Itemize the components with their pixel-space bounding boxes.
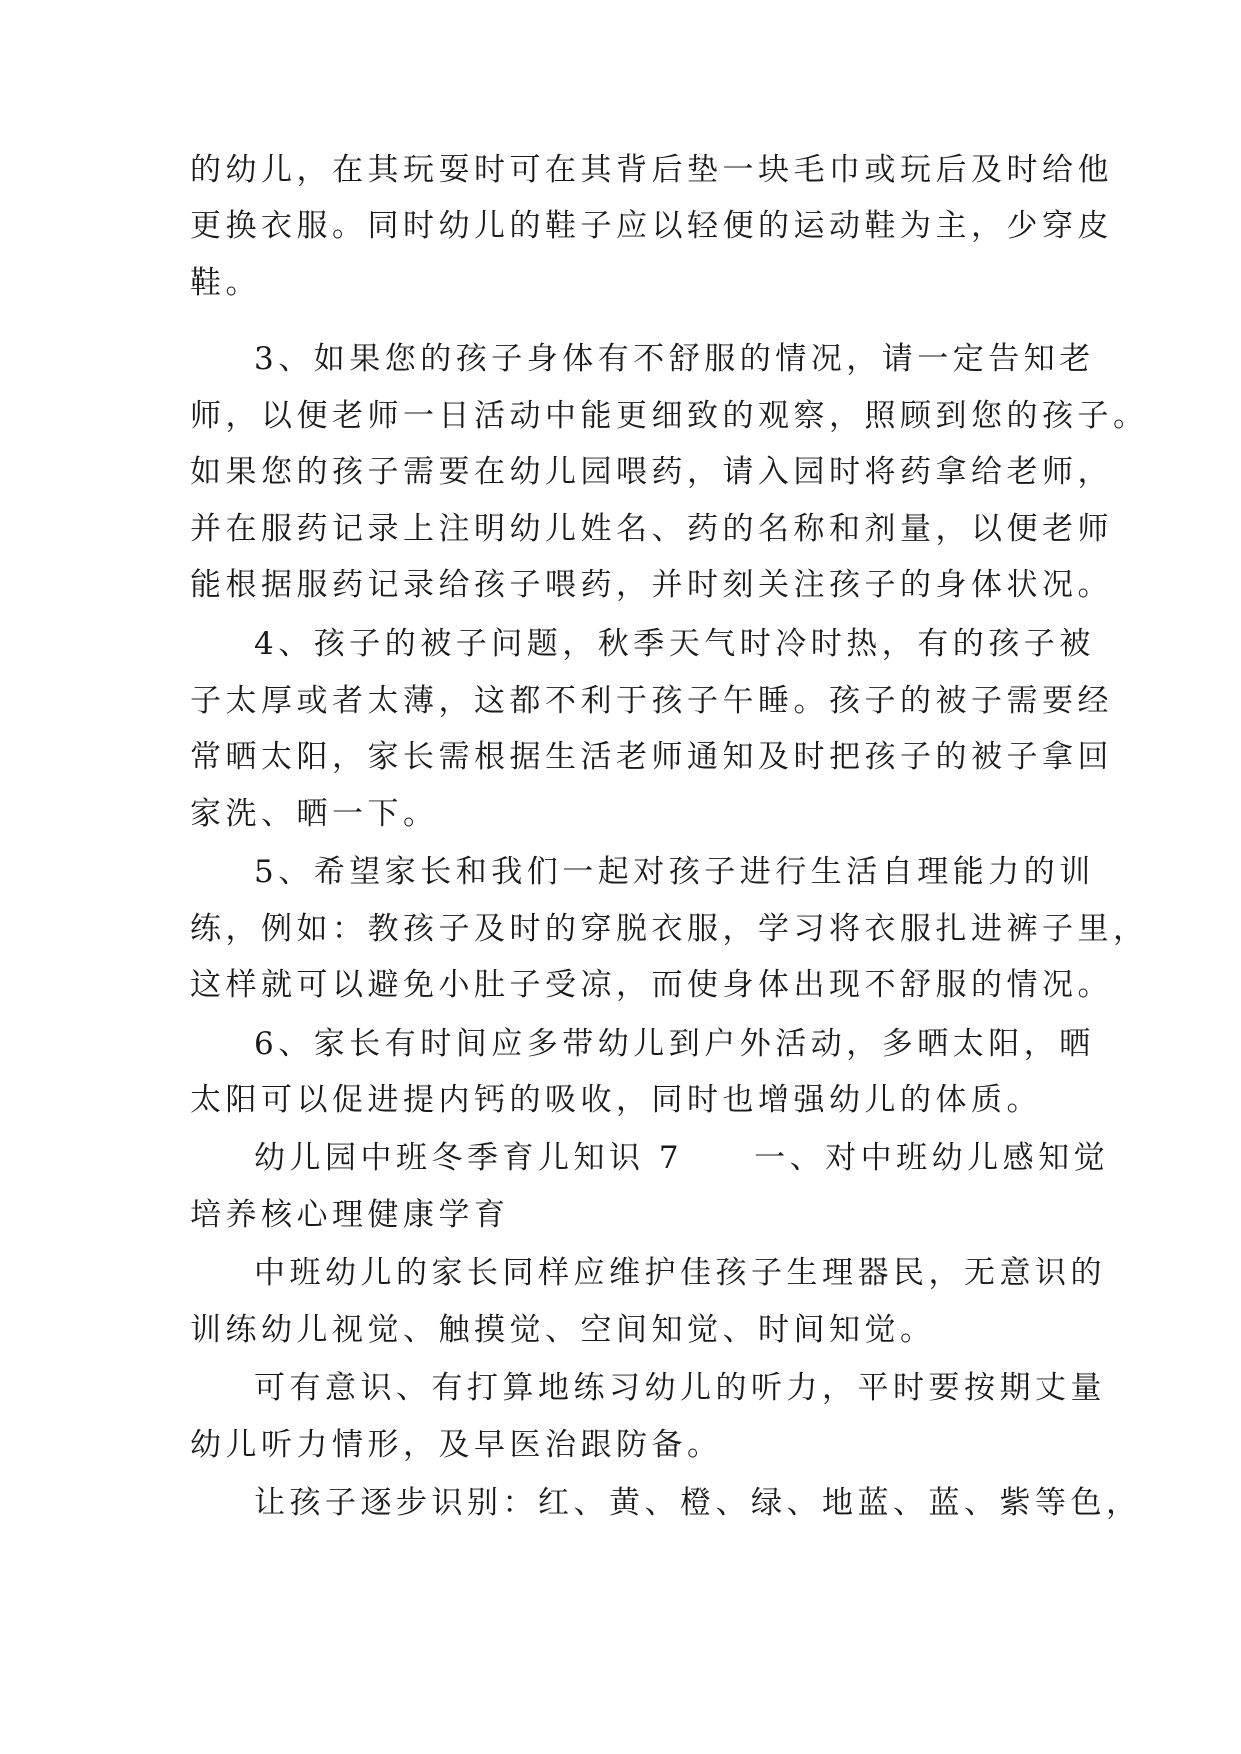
text-line: 这样就可以避免小肚子受凉，而使身体出现不舒服的情况。 [190,967,1113,1003]
paragraph-start-5: 5、希望家长和我们一起对孩子进行生活自理能力的训 [254,854,1095,890]
text-line: 常晒太阳，家长需根据生活老师通知及时把孩子的被子拿回 [190,739,1113,775]
paragraph-start: 中班幼儿的家长同样应维护佳孩子生理器民，无意识的 [254,1255,1106,1291]
text-line: 能根据服药记录给孩子喂药，并时刻关注孩子的身体状况。 [190,567,1113,603]
text-line: 如果您的孩子需要在幼儿园喂药，请入园时将药拿给老师， [190,454,1113,490]
text-line: 练，例如：教孩子及时的穿脱衣服，学习将衣服扎进裤子里， [190,911,1149,947]
text-line: 的幼儿，在其玩耍时可在其背后垫一块毛巾或玩后及时给他 [190,152,1113,188]
text-line: 更换衣服。同时幼儿的鞋子应以轻便的运动鞋为主，少穿皮 [190,208,1113,244]
text-line: 太阳可以促进提内钙的吸收，同时也增强幼儿的体质。 [190,1082,1042,1118]
text-line: 培养核心理健康学育 [190,1197,510,1233]
text-line: 子太厚或者太薄，这都不利于孩子午睡。孩子的被子需要经 [190,683,1113,719]
text-line: 训练幼儿视觉、触摸觉、空间知觉、时间知觉。 [190,1312,936,1348]
text-line: 家洗、晒一下。 [190,796,439,832]
text-line: 鞋。 [190,265,261,301]
text-line: 幼儿听力情形，及早医治跟防备。 [190,1427,723,1463]
paragraph-start: 让孩子逐步识别：红、黄、橙、绿、地蓝、蓝、紫等色， [254,1485,1142,1521]
section-heading: 幼儿园中班冬季育儿知识 7 一、对中班幼儿感知觉 [254,1140,1110,1176]
text-line: 师，以便老师一日活动中能更细致的观察，照顾到您的孩子。 [190,398,1149,434]
paragraph-start-6: 6、家长有时间应多带幼儿到户外活动，多晒太阳，晒 [254,1026,1095,1062]
text-line: 并在服药记录上注明幼儿姓名、药的名称和剂量，以便老师 [190,511,1113,547]
paragraph-start-3: 3、如果您的孩子身体有不舒服的情况，请一定告知老 [254,341,1095,377]
paragraph-start: 可有意识、有打算地练习幼儿的听力，平时要按期丈量 [254,1370,1106,1406]
paragraph-start-4: 4、孩子的被子问题，秋季天气时冷时热，有的孩子被 [254,626,1095,662]
